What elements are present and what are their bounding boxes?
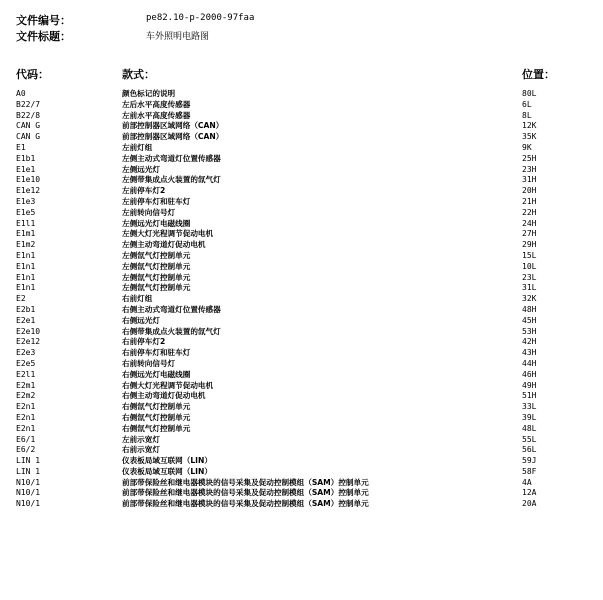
component-code: E1e10 bbox=[16, 175, 41, 185]
component-code: E1e1 bbox=[16, 164, 36, 174]
component-position: 31L bbox=[522, 283, 537, 293]
component-position: 9K bbox=[522, 142, 532, 152]
component-code: CAN G bbox=[16, 132, 41, 142]
component-description: 左前停车灯和驻车灯 bbox=[122, 196, 191, 206]
component-description: 左侧远光灯电磁线圈 bbox=[122, 218, 191, 228]
component-code: LIN 1 bbox=[16, 466, 41, 476]
component-position: 15L bbox=[522, 250, 537, 260]
component-code: E1e3 bbox=[16, 196, 36, 206]
list-item bbox=[0, 337, 603, 348]
component-description: 前部带保险丝和继电器模块的信号采集及促动控制模组（SAM）控制单元 bbox=[122, 477, 369, 487]
component-description: 右侧氙气灯控制单元 bbox=[122, 402, 191, 412]
component-position: 23L bbox=[522, 272, 537, 282]
component-code: E1n1 bbox=[16, 250, 36, 260]
list-item bbox=[0, 273, 603, 284]
component-position: 58F bbox=[522, 466, 537, 476]
component-position: 45H bbox=[522, 315, 537, 325]
list-item bbox=[0, 391, 603, 402]
component-position: 20A bbox=[522, 499, 537, 509]
list-item bbox=[0, 488, 603, 499]
component-description: 左侧氙气灯控制单元 bbox=[122, 250, 191, 260]
doc-number-value: pe82.10-p-2000-97faa bbox=[146, 13, 255, 23]
list-item bbox=[0, 381, 603, 392]
component-code: E1m2 bbox=[16, 240, 36, 250]
component-code: E2e12 bbox=[16, 337, 41, 347]
component-position: 20H bbox=[522, 186, 537, 196]
component-description: 仪表板局域互联网（LIN） bbox=[122, 456, 212, 466]
list-item bbox=[0, 294, 603, 305]
component-position: 80L bbox=[522, 89, 537, 98]
component-position: 29H bbox=[522, 240, 537, 250]
component-description: 左前水平高度传感器 bbox=[122, 110, 191, 120]
component-position: 12K bbox=[522, 121, 537, 131]
component-code: E1n1 bbox=[16, 272, 36, 282]
component-position: 31H bbox=[522, 175, 537, 185]
list-item bbox=[0, 327, 603, 338]
component-position: 27H bbox=[522, 229, 537, 239]
component-code: N10/1 bbox=[16, 488, 41, 498]
component-position: 46H bbox=[522, 369, 537, 379]
component-position: 8L bbox=[522, 110, 532, 120]
list-item bbox=[0, 499, 603, 510]
component-position: 24H bbox=[522, 218, 537, 228]
component-code: E1n1 bbox=[16, 261, 36, 271]
list-item bbox=[0, 478, 603, 489]
component-description: 右侧氙气灯控制单元 bbox=[122, 423, 191, 433]
list-item bbox=[0, 229, 603, 240]
component-position: 43H bbox=[522, 348, 537, 358]
list-item bbox=[0, 197, 603, 208]
component-position: 4A bbox=[522, 477, 532, 487]
list-item bbox=[0, 348, 603, 359]
list-item bbox=[0, 165, 603, 176]
list-item bbox=[0, 208, 603, 219]
component-description: 右侧主动式弯道灯位置传感器 bbox=[122, 304, 221, 314]
column-header-code: 代码： bbox=[16, 68, 49, 81]
list-item bbox=[0, 445, 603, 456]
list-item bbox=[0, 283, 603, 294]
component-description: 右前转向信号灯 bbox=[122, 358, 176, 368]
list-item bbox=[0, 111, 603, 122]
doc-number-label: 文件编号： bbox=[16, 14, 71, 27]
component-code: E1b1 bbox=[16, 153, 36, 163]
component-position: 32K bbox=[522, 294, 537, 304]
doc-title-label: 文件标题： bbox=[16, 30, 71, 43]
component-description: 右前灯组 bbox=[122, 294, 153, 304]
component-description: 左前示宽灯 bbox=[122, 434, 160, 444]
component-code: E1 bbox=[16, 142, 26, 152]
component-description: 颜色标记的说明 bbox=[122, 89, 176, 98]
list-item bbox=[0, 370, 603, 381]
list-item bbox=[0, 89, 603, 100]
component-description: 左后水平高度传感器 bbox=[122, 99, 191, 109]
component-description: 右侧氙气灯控制单元 bbox=[122, 412, 191, 422]
component-position: 59J bbox=[522, 456, 537, 466]
component-position: 56L bbox=[522, 445, 537, 455]
component-description: 左侧氙气灯控制单元 bbox=[122, 261, 191, 271]
component-code: E1m1 bbox=[16, 229, 36, 239]
component-description: 前部控制器区域网络（CAN） bbox=[122, 121, 224, 131]
component-description: 前部控制器区域网络（CAN） bbox=[122, 132, 224, 142]
component-position: 42H bbox=[522, 337, 537, 347]
component-description: 左前转向信号灯 bbox=[122, 207, 176, 217]
component-description: 左侧主动式弯道灯位置传感器 bbox=[122, 153, 221, 163]
doc-title-value: 车外照明电路图 bbox=[146, 32, 210, 42]
component-code: A0 bbox=[16, 89, 26, 98]
component-description: 右侧远光灯电磁线圈 bbox=[122, 369, 191, 379]
component-position: 48L bbox=[522, 423, 537, 433]
component-code: N10/1 bbox=[16, 477, 41, 487]
component-code: E2e10 bbox=[16, 326, 41, 336]
component-position: 51H bbox=[522, 391, 537, 401]
component-code: E2n1 bbox=[16, 412, 36, 422]
column-header-desc: 款式： bbox=[122, 68, 155, 81]
list-item bbox=[0, 316, 603, 327]
component-description: 左前灯组 bbox=[122, 142, 153, 152]
list-item bbox=[0, 132, 603, 143]
component-position: 44H bbox=[522, 358, 537, 368]
component-description: 左侧氙气灯控制单元 bbox=[122, 272, 191, 282]
component-position: 39L bbox=[522, 412, 537, 422]
component-position: 25H bbox=[522, 153, 537, 163]
component-position: 53H bbox=[522, 326, 537, 336]
component-position: 21H bbox=[522, 196, 537, 206]
component-code: E1e5 bbox=[16, 207, 36, 217]
component-description: 右前停车灯2 bbox=[122, 337, 166, 347]
component-position: 10L bbox=[522, 261, 537, 271]
component-description: 左侧远光灯 bbox=[122, 164, 160, 174]
component-code: B22/8 bbox=[16, 110, 41, 120]
component-description: 右前示宽灯 bbox=[122, 445, 160, 455]
component-code: CAN G bbox=[16, 121, 41, 131]
list-item bbox=[0, 240, 603, 251]
component-description: 右侧带集成点火装置的氙气灯 bbox=[122, 326, 221, 336]
list-item bbox=[0, 359, 603, 370]
list-item bbox=[0, 121, 603, 132]
list-item bbox=[0, 435, 603, 446]
component-position: 55L bbox=[522, 434, 537, 444]
list-item bbox=[0, 143, 603, 154]
component-description: 左侧主动弯道灯促动电机 bbox=[122, 240, 206, 250]
component-code: E6/1 bbox=[16, 434, 36, 444]
component-code: E2m1 bbox=[16, 380, 36, 390]
component-position: 35K bbox=[522, 132, 537, 142]
list-item bbox=[0, 175, 603, 186]
component-description: 左侧氙气灯控制单元 bbox=[122, 283, 191, 293]
component-description: 右侧主动弯道灯促动电机 bbox=[122, 391, 206, 401]
list-item bbox=[0, 402, 603, 413]
component-description: 右侧远光灯 bbox=[122, 315, 160, 325]
component-code: E2e5 bbox=[16, 358, 36, 368]
list-item bbox=[0, 305, 603, 316]
list-item bbox=[0, 186, 603, 197]
component-code: B22/7 bbox=[16, 99, 41, 109]
list-item bbox=[0, 219, 603, 230]
list-item bbox=[0, 251, 603, 262]
column-header-pos: 位置： bbox=[522, 68, 555, 81]
list-item bbox=[0, 424, 603, 435]
component-position: 23H bbox=[522, 164, 537, 174]
component-position: 48H bbox=[522, 304, 537, 314]
component-code: E2n1 bbox=[16, 402, 36, 412]
component-description: 右侧大灯光程调节促动电机 bbox=[122, 380, 214, 390]
component-code: E2b1 bbox=[16, 304, 36, 314]
list-item bbox=[0, 413, 603, 424]
list-item bbox=[0, 154, 603, 165]
component-code: LIN 1 bbox=[16, 456, 41, 466]
component-position: 12A bbox=[522, 488, 537, 498]
list-item bbox=[0, 100, 603, 111]
component-position: 22H bbox=[522, 207, 537, 217]
component-code: E2l1 bbox=[16, 369, 36, 379]
component-position: 49H bbox=[522, 380, 537, 390]
component-description: 左侧大灯光程调节促动电机 bbox=[122, 229, 214, 239]
component-code: E1e12 bbox=[16, 186, 41, 196]
component-code: E2e3 bbox=[16, 348, 36, 358]
component-description: 左前停车灯2 bbox=[122, 186, 166, 196]
component-code: E1n1 bbox=[16, 283, 36, 293]
component-description: 前部带保险丝和继电器模块的信号采集及促动控制模组（SAM）控制单元 bbox=[122, 499, 369, 509]
component-position: 6L bbox=[522, 99, 532, 109]
component-description: 左侧带集成点火装置的氙气灯 bbox=[122, 175, 221, 185]
component-code: E2 bbox=[16, 294, 26, 304]
component-position: 33L bbox=[522, 402, 537, 412]
component-list bbox=[0, 89, 603, 510]
list-item bbox=[0, 262, 603, 273]
component-description: 右前停车灯和驻车灯 bbox=[122, 348, 191, 358]
component-code: E1l1 bbox=[16, 218, 36, 228]
list-item bbox=[0, 467, 603, 478]
component-description: 前部带保险丝和继电器模块的信号采集及促动控制模组（SAM）控制单元 bbox=[122, 488, 369, 498]
component-code: N10/1 bbox=[16, 499, 41, 509]
component-code: E6/2 bbox=[16, 445, 36, 455]
list-item bbox=[0, 456, 603, 467]
component-code: E2m2 bbox=[16, 391, 36, 401]
component-code: E2n1 bbox=[16, 423, 36, 433]
component-code: E2e1 bbox=[16, 315, 36, 325]
component-description: 仪表板局域互联网（LIN） bbox=[122, 466, 212, 476]
